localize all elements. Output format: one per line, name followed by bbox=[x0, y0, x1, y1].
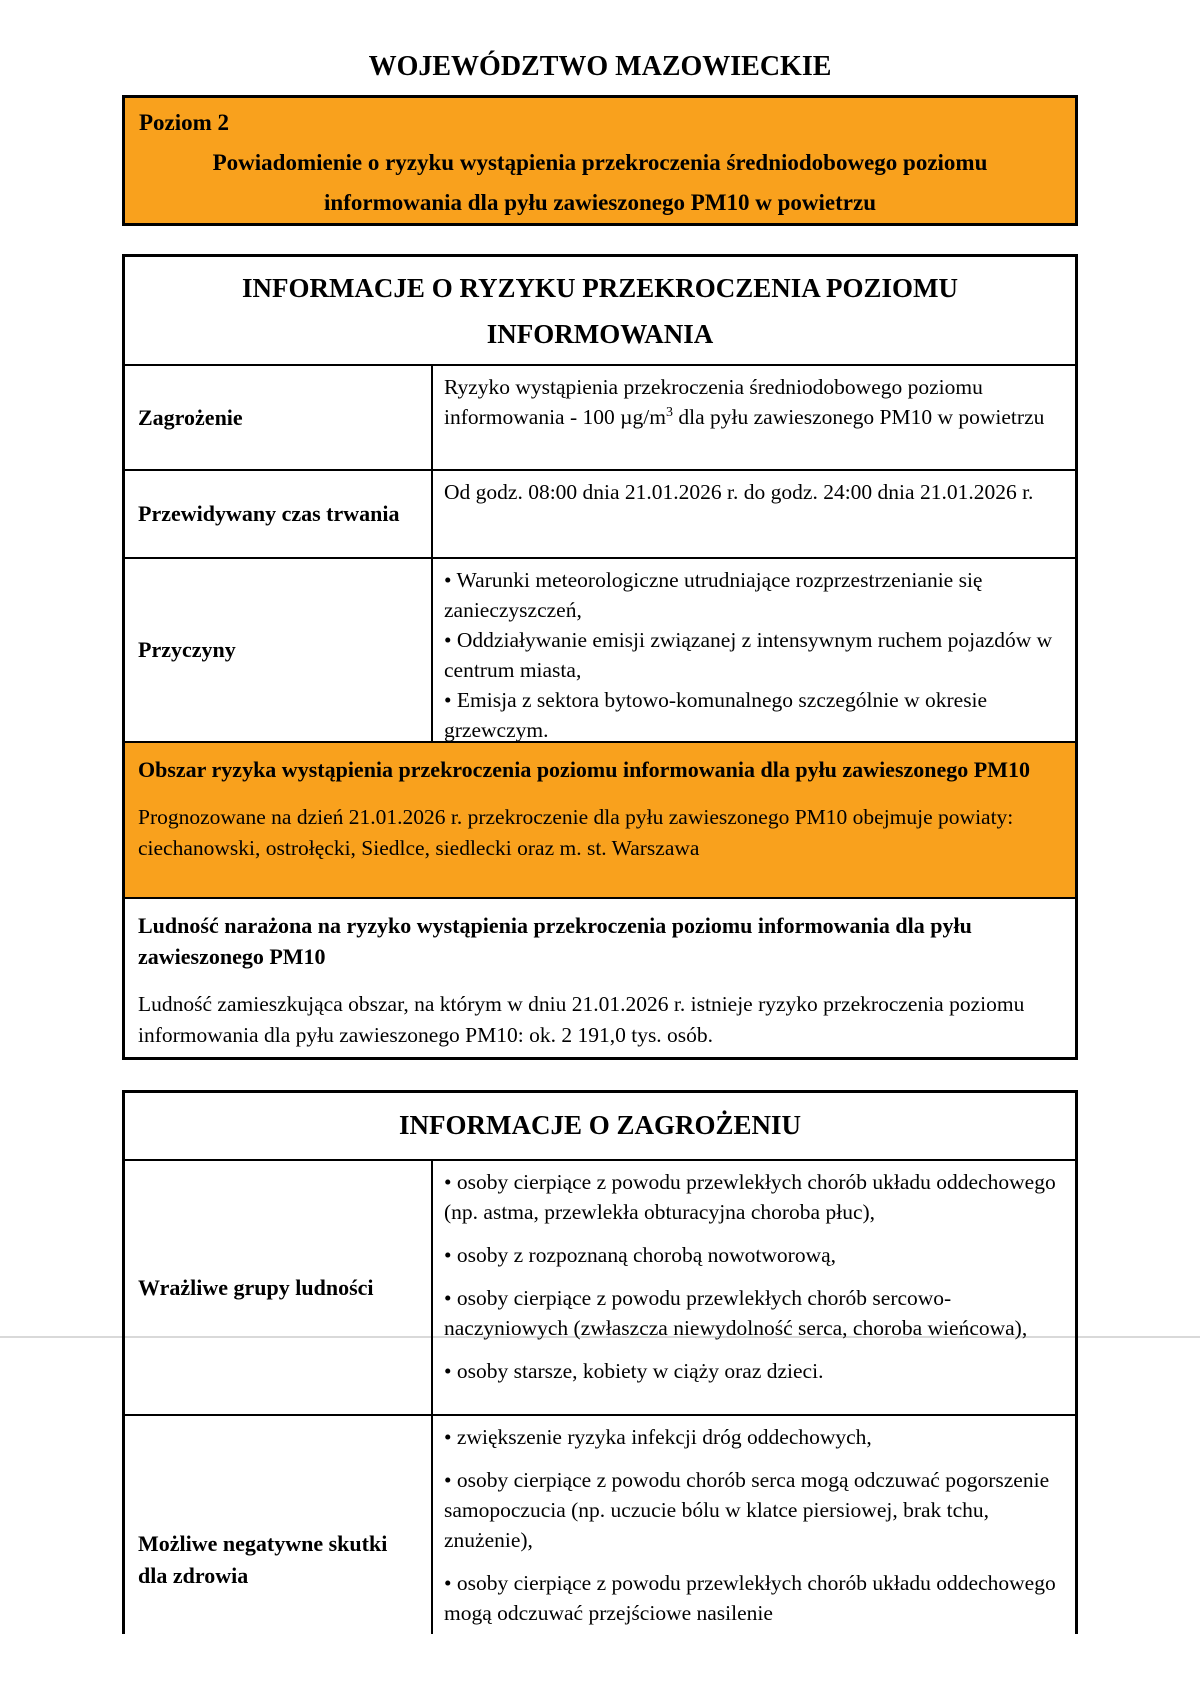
row-label-text: Wrażliwe grupy ludności bbox=[138, 1274, 374, 1300]
row-label-text: Możliwe negatywne skutki dla zdrowia bbox=[138, 1531, 388, 1588]
row-label-przyczyny bbox=[125, 559, 431, 741]
row-label-wrazliwe-grupy bbox=[125, 1161, 431, 1414]
row-label-czas-trwania bbox=[125, 471, 431, 557]
hazard-table-header: INFORMACJE O ZAGROŻENIU bbox=[398, 1110, 802, 1140]
bullet-item: • osoby z rozpoznaną chorobą nowotworową, bbox=[444, 1243, 837, 1267]
table-row-czas-trwania bbox=[125, 469, 1075, 557]
risk-table-header-line-1: INFORMACJE O RYZYKU PRZEKROCZENIA POZIOMU bbox=[241, 273, 959, 303]
area-risk-heading: Obszar ryzyka wystąpienia przekroczenia poziomu informowania dla pyłu zawieszonego PM10 bbox=[138, 757, 1030, 782]
bullet-item: • zwiększenie ryzyka infekcji dróg oddechowych, bbox=[444, 1425, 872, 1449]
area-risk-text: Prognozowane na dzień 21.01.2026 r. przekroczenie dla pyłu zawieszonego PM10 obejmuje powiaty: ciechanowski, ostrołęcki, Siedlce, siedlecki oraz m. st. Warszawa bbox=[138, 805, 1014, 860]
row-label-text: Przyczyny bbox=[138, 637, 236, 662]
area-risk-section bbox=[125, 741, 1075, 897]
document-page bbox=[122, 0, 1078, 1634]
row-label-negatywne-skutki bbox=[125, 1416, 431, 1634]
row-label-zagrozenie bbox=[125, 366, 431, 469]
table-row-zagrozenie bbox=[125, 364, 1075, 469]
alert-title-line-2: informowania dla pyłu zawieszonego PM10 w powietrzu bbox=[324, 190, 876, 215]
population-text: Ludność zamieszkująca obszar, na którym w dniu 21.01.2026 r. istnieje ryzyko przekroczenia poziomu informowania dla pyłu zawieszonego PM10: ok. 2 191,0 tys. osób. bbox=[138, 992, 1025, 1047]
alert-level: Poziom 2 bbox=[139, 110, 230, 135]
row-value-przyczyny bbox=[431, 559, 1075, 741]
bullet-item: • osoby cierpiące z powodu przewlekłych chorób układu oddechowego (np. astma, przewlekła obturacyjna choroba płuc), bbox=[444, 1170, 1056, 1224]
row-value-zagrozenie bbox=[431, 366, 1075, 469]
bullet-item: • Emisja z sektora bytowo-komunalnego szczególnie w okresie grzewczym. bbox=[444, 688, 988, 742]
row-value-wrazliwe-grupy bbox=[431, 1161, 1075, 1414]
bullet-item: • osoby cierpiące z powodu przewlekłych chorób układu oddechowego mogą odczuwać przejściowe nasilenie bbox=[444, 1571, 1056, 1625]
table-row-przyczyny bbox=[125, 557, 1075, 741]
risk-info-table bbox=[122, 254, 1078, 1060]
population-section bbox=[125, 897, 1075, 1057]
page-title: WOJEWÓDZTWO MAZOWIECKIE bbox=[368, 51, 832, 82]
zagrozenie-text-cont: dla pyłu zawieszonego PM10 w powietrzu bbox=[672, 405, 1045, 429]
czas-trwania-text: Od godz. 08:00 dnia 21.01.2026 r. do godz. 24:00 dnia 21.01.2026 r. bbox=[444, 480, 1034, 504]
row-value-negatywne-skutki bbox=[431, 1416, 1075, 1634]
hazard-info-table bbox=[122, 1090, 1078, 1634]
table-row-wrazliwe-grupy bbox=[125, 1159, 1075, 1414]
risk-table-header bbox=[125, 257, 1075, 364]
alert-banner bbox=[122, 95, 1078, 226]
alert-title-line-1: Powiadomienie o ryzyku wystąpienia przekroczenia średniodobowego poziomu bbox=[212, 150, 988, 175]
bullet-item: • Warunki meteorologiczne utrudniające rozprzestrzenianie się zanieczyszczeń, bbox=[444, 568, 983, 622]
table-row-negatywne-skutki bbox=[125, 1414, 1075, 1634]
zagrozenie-text: Ryzyko wystąpienia przekroczenia średniodobowego poziomu informowania - 100 µg/m bbox=[444, 375, 983, 429]
row-label-text: Zagrożenie bbox=[138, 404, 243, 430]
zagrozenie-superscript: 3 bbox=[665, 404, 673, 420]
bullet-item: • osoby cierpiące z powodu chorób serca mogą odczuwać pogorszenie samopoczucia (np. uczucie bólu w klatce piersiowej, brak tchu, znużenie), bbox=[444, 1468, 1050, 1552]
bullet-item: • osoby starsze, kobiety w ciąży oraz dzieci. bbox=[444, 1359, 824, 1383]
row-value-czas-trwania bbox=[431, 471, 1075, 557]
bullet-item: • Oddziaływanie emisji związanej z intensywnym ruchem pojazdów w centrum miasta, bbox=[444, 628, 1053, 682]
risk-table-header-line-2: INFORMOWANIA bbox=[486, 319, 714, 349]
population-heading: Ludność narażona na ryzyko wystąpienia przekroczenia poziomu informowania dla pyłu zawieszonego PM10 bbox=[138, 913, 972, 969]
bullet-item: • osoby cierpiące z powodu przewlekłych chorób sercowo-naczyniowych (zwłaszcza niewydolność serca, choroba wieńcowa), bbox=[444, 1286, 1028, 1340]
row-label-text: Przewidywany czas trwania bbox=[138, 501, 400, 526]
